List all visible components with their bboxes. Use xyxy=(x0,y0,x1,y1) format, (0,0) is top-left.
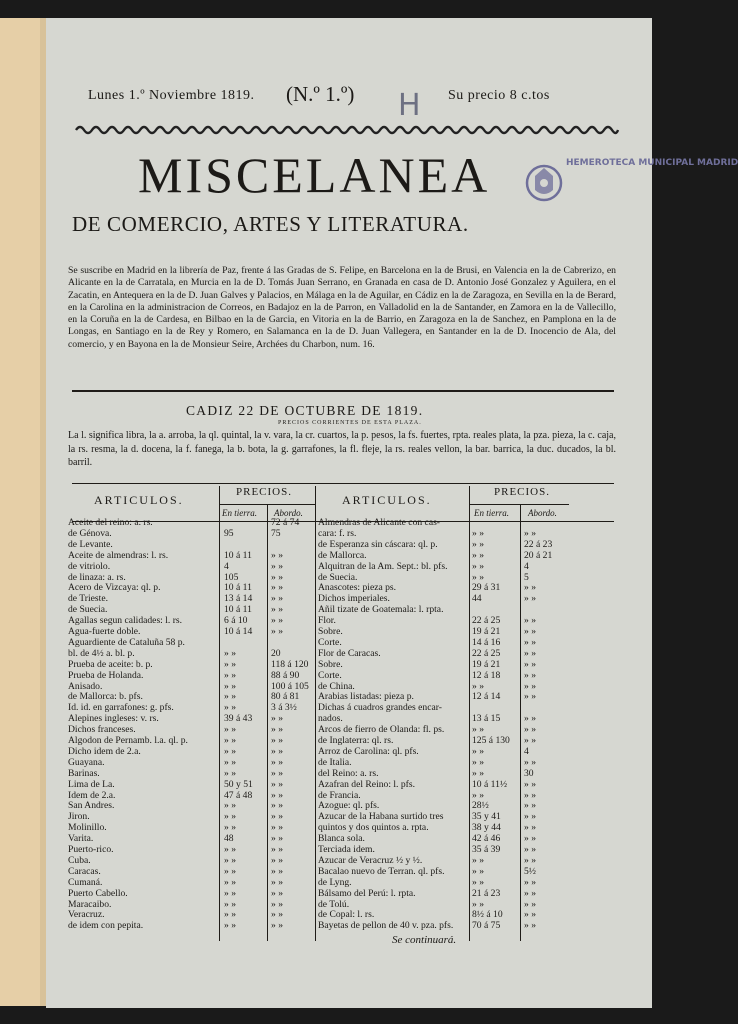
table-row xyxy=(46,583,646,593)
masthead-title: MISCELANEA xyxy=(138,147,491,203)
prices-subtitle: PRECIOS CORRIENTES DE ESTA PLAZA. xyxy=(278,420,422,426)
table-top-rule xyxy=(72,483,614,484)
article-name: Dichos imperiales. xyxy=(318,593,390,605)
table-row xyxy=(46,889,646,899)
table-row xyxy=(46,834,646,844)
article-name: San Andres. xyxy=(68,800,115,812)
issue-date: Lunes 1.º Noviembre 1819. xyxy=(88,88,255,103)
price-abordo: » » xyxy=(271,909,283,921)
article-name: Puerto-rico. xyxy=(68,844,114,855)
article-name: Molinillo. xyxy=(68,822,107,834)
table-row xyxy=(46,594,646,604)
article-name: de Génova. xyxy=(68,527,112,539)
price-abordo: 4 xyxy=(524,560,529,572)
article-name: Prueba de aceite: b. p. xyxy=(68,658,153,670)
price-abordo: » » xyxy=(271,549,283,561)
price-en-tierra: » » xyxy=(472,789,484,801)
price-en-tierra: » » xyxy=(472,560,484,572)
price-en-tierra: 48 xyxy=(224,833,234,845)
price-abordo: » » xyxy=(524,647,536,659)
table-row xyxy=(46,714,646,724)
masthead-subtitle: DE COMERCIO, ARTES Y LITERATURA. xyxy=(72,212,469,236)
price-en-tierra: » » xyxy=(224,767,236,779)
price-abordo: » » xyxy=(524,811,536,823)
table-row xyxy=(46,801,646,811)
price-en-tierra: 19 á 21 xyxy=(472,658,501,670)
article-name: Flor. xyxy=(318,615,336,627)
seal-icon xyxy=(524,160,564,206)
price-abordo: 88 á 90 xyxy=(271,669,300,681)
table-row xyxy=(46,682,646,692)
table-row xyxy=(46,725,646,735)
price-en-tierra: 13 á 14 xyxy=(224,593,253,605)
article-name: Corte. xyxy=(318,669,342,681)
issue-number: (N.º 1.º) xyxy=(286,82,355,106)
article-name: Algodon de Pernamb. l.a. ql. p. xyxy=(68,735,188,746)
left-prices-header: PRECIOS. xyxy=(236,486,292,498)
article-name: Dichas á cuadros grandes encar- xyxy=(318,702,442,714)
price-en-tierra: 10 á 14 xyxy=(224,626,253,637)
price-en-tierra: 10 á 11½ xyxy=(472,778,508,790)
price-en-tierra: » » xyxy=(224,854,236,866)
price-en-tierra: 70 á 75 xyxy=(472,920,501,932)
article-name: Anascotes: pieza ps. xyxy=(318,582,397,594)
article-name: Caracas. xyxy=(68,865,101,877)
article-name: Dicho idem de 2.a. xyxy=(68,745,141,757)
price-en-tierra: » » xyxy=(224,887,236,899)
price-en-tierra: 10 á 11 xyxy=(224,582,252,594)
article-name: Maracaibo. xyxy=(68,898,112,910)
article-name: de Mallorca: b. pfs. xyxy=(68,691,143,703)
article-name: Anisado. xyxy=(68,680,103,692)
newspaper-page xyxy=(46,18,738,1008)
price-en-tierra: 105 xyxy=(224,571,239,583)
price-en-tierra: » » xyxy=(472,767,484,779)
price-en-tierra: » » xyxy=(224,680,236,692)
price-en-tierra: 42 á 46 xyxy=(472,833,501,845)
table-row xyxy=(46,921,646,931)
table-row xyxy=(46,769,646,779)
price-en-tierra: » » xyxy=(224,920,236,932)
library-stamp xyxy=(522,156,738,214)
price-en-tierra: 12 á 18 xyxy=(472,669,501,681)
table-row xyxy=(46,910,646,920)
article-name: de linaza: a. rs. xyxy=(68,571,126,583)
price-abordo: » » xyxy=(271,865,283,877)
price-en-tierra: 10 á 11 xyxy=(224,604,252,616)
price-abordo: » » xyxy=(524,626,536,637)
article-name: Cuba. xyxy=(68,854,91,866)
table-row xyxy=(46,605,646,615)
library-mark: H xyxy=(398,88,421,123)
article-name: Varita. xyxy=(68,833,94,845)
subscription-notice: Se suscribe en Madrid en la librería de Paz, frente á las Gradas de S. Felipe, en Barcelona en la de Brusi, en Valencia en la de Cabrerizo, en Alicante en la de Carratala, en Murcia en la de D. Tomás Juan Serrano, en Granada en casa de D. Antonio José Gonzalez y Aguilera, en el Zacatin, en Antequera en la de D. Juan Galves y Palacios, en Málaga en la de Aguilar, en Cádiz en la de Zaragoza, en Sevilla en la de Berard, en la Carolina en la administracion de Correos, en Badajoz en la de Parron, en Valladolid en la de Santander, en Zamora en la de Vallecillo, en la Coruña en la de Cardesa, en Bilbao en la de Garcia, en Vitoria en la de Barrio, en Zaragoza en la de Sanchez, en Pamplona en la de Longas, en Santiago en la de Rey y Romero, en Salamanca en la de D. Juan Vallegera, en Santander en la de D. Inocencio de Ala, del comercio, y en Bayona en la de Monsieur Seire, Archées du Charbon, num. 16. xyxy=(68,265,616,350)
article-name: Dichos franceses. xyxy=(68,724,136,736)
article-name: Blanca sola. xyxy=(318,833,365,845)
article-name: Guayana. xyxy=(68,756,105,768)
article-name: del Reino: a. rs. xyxy=(318,767,379,779)
price-abordo: » » xyxy=(271,724,283,736)
price-abordo: » » xyxy=(524,898,536,910)
price-en-tierra: » » xyxy=(472,745,484,757)
article-name: Añil tizate de Goatemala: l. rpta. xyxy=(318,604,444,616)
price-abordo: » » xyxy=(524,680,536,692)
price-abordo: » » xyxy=(524,778,536,790)
table-row xyxy=(46,518,646,528)
price-abordo: » » xyxy=(271,745,283,757)
price-en-tierra: » » xyxy=(472,549,484,561)
price-en-tierra: 47 á 48 xyxy=(224,789,253,801)
table-row xyxy=(46,747,646,757)
price-abordo: 75 xyxy=(271,527,281,539)
price-en-tierra: 4 xyxy=(224,560,229,572)
article-name: Azafran del Reino: l. pfs. xyxy=(318,778,415,790)
price-en-tierra: 22 á 25 xyxy=(472,647,501,659)
price-abordo: 100 á 105 xyxy=(271,680,309,692)
right-prices-header: PRECIOS. xyxy=(494,486,550,498)
article-name: Sobre. xyxy=(318,658,343,670)
table-row xyxy=(46,878,646,888)
price-en-tierra: » » xyxy=(224,691,236,703)
price-en-tierra: » » xyxy=(472,756,484,768)
price-abordo: 118 á 120 xyxy=(271,658,309,670)
article-name: de Mallorca. xyxy=(318,549,367,561)
article-name: Puerto Cabello. xyxy=(68,887,128,899)
article-name: de Francia. xyxy=(318,789,361,801)
price-en-tierra: 95 xyxy=(224,527,234,539)
price-en-tierra: » » xyxy=(472,898,484,910)
table-row xyxy=(46,529,646,539)
price-en-tierra: » » xyxy=(472,527,484,539)
article-name: de Lyng. xyxy=(318,876,352,888)
article-name: Flor de Caracas. xyxy=(318,647,381,659)
price-abordo: » » xyxy=(524,822,536,834)
article-name: de vitriolo. xyxy=(68,560,111,572)
left-articles-header: ARTICULOS. xyxy=(94,493,184,507)
article-name: quintos y dos quintos a. rpta. xyxy=(318,822,429,834)
table-row xyxy=(46,649,646,659)
table-row xyxy=(46,867,646,877)
article-name: Almendras de Alicante con cas- xyxy=(318,517,441,528)
price-abordo: » » xyxy=(271,887,283,899)
table-row xyxy=(46,627,646,637)
price-en-tierra: » » xyxy=(472,876,484,888)
price-abordo: 20 á 21 xyxy=(524,549,553,561)
price-abordo: » » xyxy=(524,833,536,845)
price-abordo: » » xyxy=(271,920,283,932)
price-en-tierra: 10 á 11 xyxy=(224,549,252,561)
price-abordo: 80 á 81 xyxy=(271,691,300,703)
price-abordo: » » xyxy=(271,735,283,746)
issue-price: Su precio 8 c.tos xyxy=(448,88,550,103)
price-abordo: » » xyxy=(271,767,283,779)
article-name: Arcos de fierro de Olanda: fl. ps. xyxy=(318,724,445,736)
article-name: de China. xyxy=(318,680,355,692)
price-en-tierra: 22 á 25 xyxy=(472,615,501,627)
price-abordo: » » xyxy=(271,800,283,812)
price-abordo: » » xyxy=(271,822,283,834)
price-en-tierra: » » xyxy=(224,822,236,834)
price-abordo: » » xyxy=(524,876,536,888)
article-name: de Italia. xyxy=(318,756,352,768)
price-en-tierra: 28½ xyxy=(472,800,489,812)
abbreviations-notice: La l. significa libra, la a. arroba, la ql. quintal, la v. vara, la cr. cuartos, la p. pesos, la fs. fuertes, rpta. reales plata, la pza. pieza, la c. caja, la rs. resma, la d. docena, la f. fanega, la b. bota, la g. garrafones, la fl. fleje, la rs. reales vellon, la bar. barrica, la duc. ducados, la bl. barril. xyxy=(68,430,616,468)
article-name: Prueba de Holanda. xyxy=(68,669,144,681)
article-name: Arroz de Carolina: ql. pfs. xyxy=(318,745,419,757)
report-dateline: CADIZ 22 DE OCTUBRE DE 1819. xyxy=(186,403,424,418)
table-row xyxy=(46,791,646,801)
article-name: de Suecia. xyxy=(68,604,108,616)
price-en-tierra: » » xyxy=(224,800,236,812)
price-abordo: » » xyxy=(271,713,283,725)
section-rule xyxy=(72,390,614,392)
price-abordo: » » xyxy=(524,844,536,855)
article-name: Bacalao nuevo de Terran. ql. pfs. xyxy=(318,865,445,877)
price-en-tierra: » » xyxy=(224,876,236,888)
article-name: de Levante. xyxy=(68,538,113,550)
price-abordo: » » xyxy=(271,844,283,855)
price-en-tierra: 19 á 21 xyxy=(472,626,501,637)
price-abordo: » » xyxy=(524,800,536,812)
price-en-tierra: » » xyxy=(224,647,236,659)
left-entierra-header: En tierra. xyxy=(222,508,257,518)
right-articles-header: ARTICULOS. xyxy=(342,493,432,507)
table-row xyxy=(46,845,646,855)
price-en-tierra: » » xyxy=(224,658,236,670)
price-abordo: » » xyxy=(271,593,283,605)
continued-note: Se continuará. xyxy=(392,934,457,946)
price-en-tierra: 35 á 39 xyxy=(472,844,501,855)
table-row xyxy=(46,660,646,670)
price-abordo: » » xyxy=(271,789,283,801)
article-name: Bayetas de pellon de 40 v. pza. pfs. xyxy=(318,920,454,932)
article-name: Agua-fuerte doble. xyxy=(68,626,141,637)
price-abordo: » » xyxy=(524,582,536,594)
article-name: Aceite del reino: a. rs. xyxy=(68,517,153,528)
price-en-tierra: » » xyxy=(224,735,236,746)
price-en-tierra: 8½ á 10 xyxy=(472,909,503,921)
price-abordo: » » xyxy=(524,909,536,921)
price-abordo: 20 xyxy=(271,647,281,659)
price-en-tierra: » » xyxy=(224,811,236,823)
article-name: de Tolú. xyxy=(318,898,350,910)
price-en-tierra: 44 xyxy=(472,593,482,605)
left-abordo-header: Abordo. xyxy=(274,508,303,518)
article-name: Cumaná. xyxy=(68,876,103,888)
price-en-tierra: 6 á 10 xyxy=(224,615,248,627)
article-name: Acero de Vizcaya: ql. p. xyxy=(68,582,161,594)
price-en-tierra: » » xyxy=(224,745,236,757)
price-en-tierra: 39 á 43 xyxy=(224,713,253,725)
price-abordo: » » xyxy=(271,560,283,572)
price-abordo: » » xyxy=(271,778,283,790)
price-en-tierra: » » xyxy=(224,909,236,921)
price-en-tierra: 14 á 16 xyxy=(472,636,501,648)
price-abordo: » » xyxy=(271,582,283,594)
price-abordo: 3 á 3½ xyxy=(271,702,297,714)
article-name: de Inglaterra: ql. rs. xyxy=(318,735,394,746)
table-row xyxy=(46,758,646,768)
article-name: de Esperanza sin cáscara: ql. p. xyxy=(318,538,438,550)
article-name: nados. xyxy=(318,713,343,725)
price-en-tierra: » » xyxy=(472,571,484,583)
article-name: Veracruz. xyxy=(68,909,105,921)
price-abordo: » » xyxy=(524,658,536,670)
price-abordo: » » xyxy=(524,636,536,648)
price-abordo: » » xyxy=(524,593,536,605)
right-entierra-header: En tierra. xyxy=(474,508,509,518)
price-abordo: » » xyxy=(271,604,283,616)
table-row xyxy=(46,736,646,746)
price-abordo: » » xyxy=(271,571,283,583)
article-name: de Suecia. xyxy=(318,571,358,583)
price-en-tierra: » » xyxy=(224,702,236,714)
price-en-tierra: » » xyxy=(224,756,236,768)
table-row xyxy=(46,638,646,648)
price-en-tierra: 12 á 14 xyxy=(472,691,501,703)
price-en-tierra: » » xyxy=(472,854,484,866)
price-abordo: 5½ xyxy=(524,865,536,877)
price-en-tierra: » » xyxy=(472,538,484,550)
table-row xyxy=(46,671,646,681)
price-abordo: » » xyxy=(524,669,536,681)
price-abordo: » » xyxy=(271,833,283,845)
price-abordo: 22 á 23 xyxy=(524,538,553,550)
price-abordo: 5 xyxy=(524,571,529,583)
ornamental-rule xyxy=(76,124,618,136)
price-en-tierra: 21 á 23 xyxy=(472,887,501,899)
price-abordo: » » xyxy=(524,735,536,746)
price-abordo: » » xyxy=(271,626,283,637)
price-abordo: » » xyxy=(271,898,283,910)
price-en-tierra: 29 á 31 xyxy=(472,582,501,594)
table-row xyxy=(46,812,646,822)
price-abordo: » » xyxy=(271,756,283,768)
table-row xyxy=(46,616,646,626)
price-abordo: 30 xyxy=(524,767,534,779)
price-abordo: » » xyxy=(524,756,536,768)
price-en-tierra: » » xyxy=(224,865,236,877)
price-abordo: » » xyxy=(524,789,536,801)
price-en-tierra: 125 á 130 xyxy=(472,735,510,746)
article-name: Azogue: ql. pfs. xyxy=(318,800,380,812)
article-name: Arabias listadas: pieza p. xyxy=(318,691,414,703)
table-row xyxy=(46,573,646,583)
article-name: bl. de 4½ a. bl. p. xyxy=(68,647,135,659)
right-abordo-header: Abordo. xyxy=(528,508,557,518)
price-en-tierra: 50 y 51 xyxy=(224,778,253,790)
price-abordo: » » xyxy=(271,615,283,627)
price-abordo: 72 á 74 xyxy=(271,517,300,528)
price-abordo: » » xyxy=(524,920,536,932)
article-name: de idem con pepita. xyxy=(68,920,144,932)
table-row xyxy=(46,780,646,790)
stamp-text: HEMEROTECA MUNICIPAL MADRID xyxy=(566,158,738,168)
table-row xyxy=(46,856,646,866)
article-name: de Trieste. xyxy=(68,593,108,605)
article-name: Terciada idem. xyxy=(318,844,375,855)
article-name: Alquitran de la Am. Sept.: bl. pfs. xyxy=(318,560,448,572)
article-name: Idem de 2.a. xyxy=(68,789,116,801)
price-en-tierra: 13 á 15 xyxy=(472,713,501,725)
article-name: Lima de La. xyxy=(68,778,115,790)
table-row xyxy=(46,692,646,702)
price-en-tierra: » » xyxy=(224,724,236,736)
price-en-tierra: » » xyxy=(224,669,236,681)
table-row xyxy=(46,900,646,910)
table-row xyxy=(46,823,646,833)
price-abordo: » » xyxy=(524,724,536,736)
article-name: Azucar de la Habana surtido tres xyxy=(318,811,444,823)
article-name: Agallas segun calidades: l. rs. xyxy=(68,615,183,627)
price-en-tierra: » » xyxy=(224,844,236,855)
price-en-tierra: 38 y 44 xyxy=(472,822,501,834)
table-row xyxy=(46,703,646,713)
article-name: Jiron. xyxy=(68,811,90,823)
price-abordo: » » xyxy=(524,691,536,703)
price-en-tierra: » » xyxy=(472,865,484,877)
price-abordo: » » xyxy=(524,615,536,627)
price-abordo: » » xyxy=(524,527,536,539)
table-row xyxy=(46,562,646,572)
article-name: de Copal: l. rs. xyxy=(318,909,375,921)
table-row xyxy=(46,540,646,550)
article-name: Bálsamo del Perú: l. rpta. xyxy=(318,887,416,899)
article-name: Corte. xyxy=(318,636,342,648)
article-name: Id. id. en garrafones: g. pfs. xyxy=(68,702,174,714)
price-abordo: » » xyxy=(524,887,536,899)
price-abordo: » » xyxy=(271,811,283,823)
article-name: Aguardiente de Cataluña 58 p. xyxy=(68,636,185,648)
article-name: Alepines ingleses: v. rs. xyxy=(68,713,159,725)
table-row xyxy=(46,551,646,561)
price-en-tierra: » » xyxy=(472,724,484,736)
price-abordo: » » xyxy=(524,854,536,866)
price-abordo: 4 xyxy=(524,745,529,757)
right-prices-rule xyxy=(469,504,569,505)
left-prices-rule xyxy=(219,504,315,505)
price-abordo: » » xyxy=(271,876,283,888)
article-name: cara: f. rs. xyxy=(318,527,357,539)
price-abordo: » » xyxy=(524,713,536,725)
article-name: Barinas. xyxy=(68,767,100,779)
price-en-tierra: » » xyxy=(224,898,236,910)
article-name: Sobre. xyxy=(318,626,343,637)
article-name: Aceite de almendras: l. rs. xyxy=(68,549,169,561)
price-abordo: » » xyxy=(271,854,283,866)
price-en-tierra: 35 y 41 xyxy=(472,811,501,823)
article-name: Azucar de Veracruz ½ y ½. xyxy=(318,854,423,866)
price-en-tierra: » » xyxy=(472,680,484,692)
